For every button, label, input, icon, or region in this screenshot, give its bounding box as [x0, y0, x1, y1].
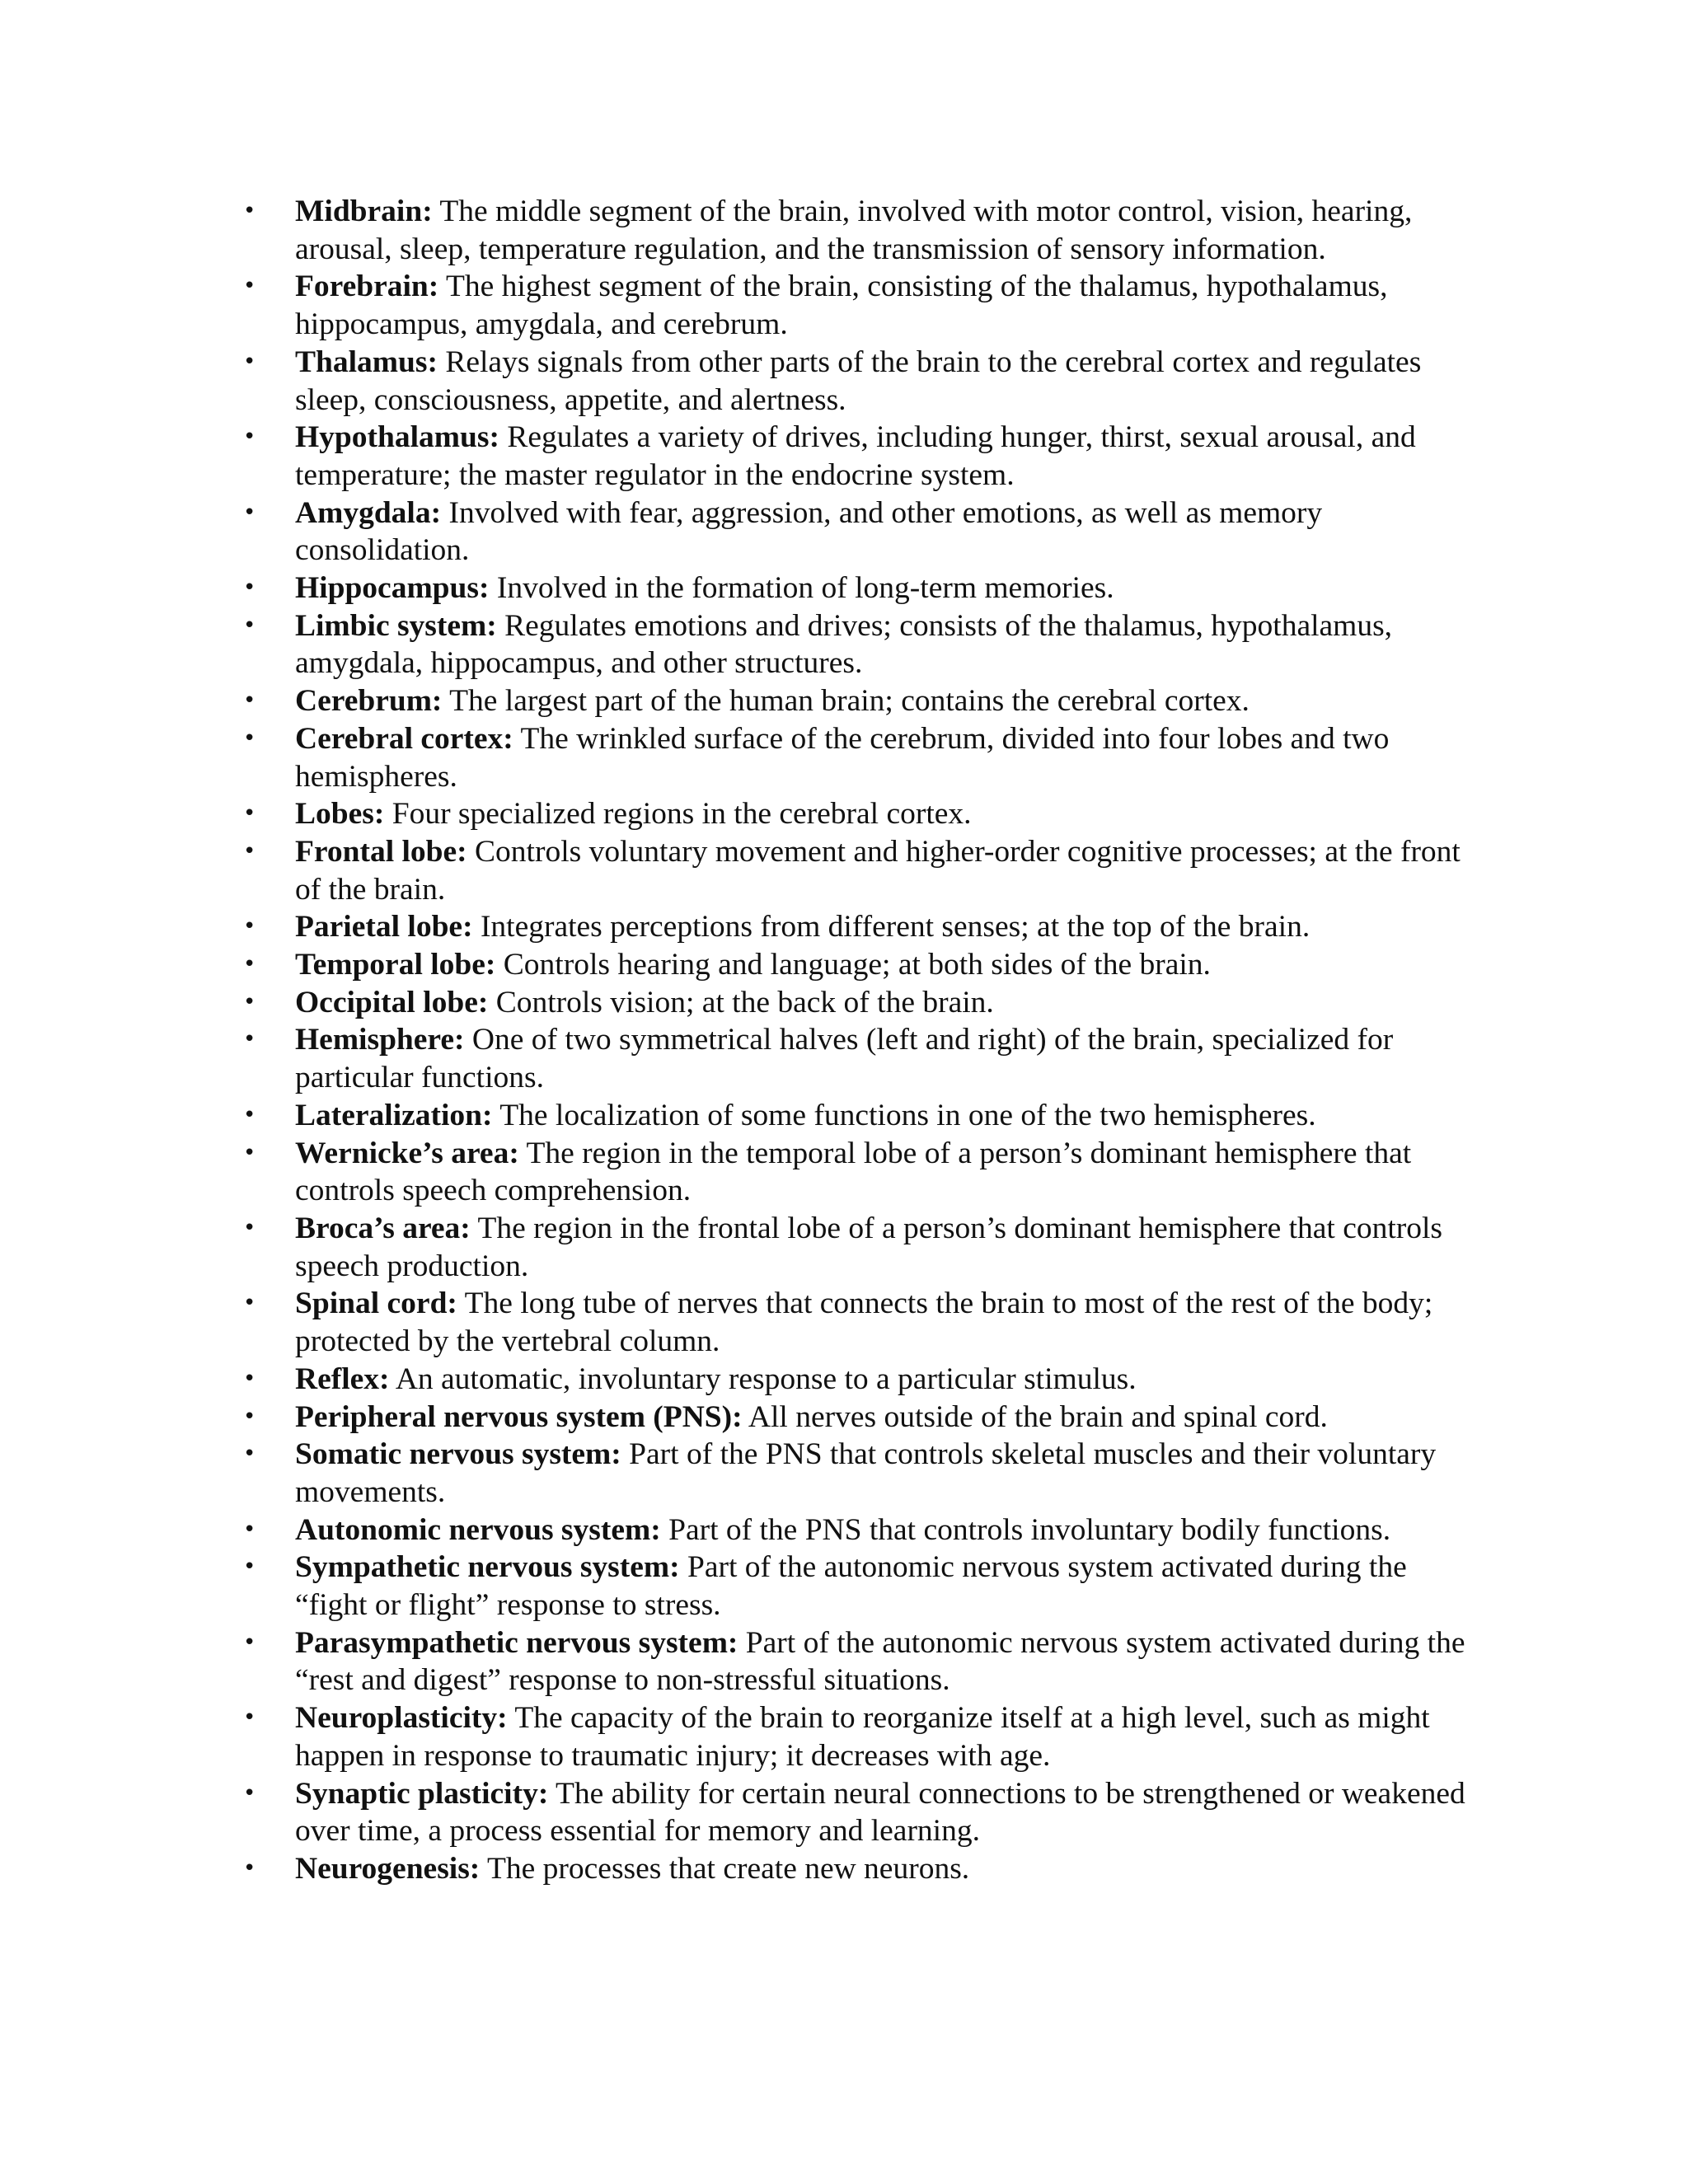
- bullet-icon: •: [243, 801, 256, 827]
- glossary-definition: Four specialized regions in the cerebral cortex.: [384, 797, 972, 832]
- glossary-definition: The region in the frontal lobe of a person’s dominant hemisphere that controls speech production.: [295, 1211, 1443, 1283]
- glossary-definition: The capacity of the brain to reorganize itself at a high level, such as might happen in response to traumatic injury; it decreases with age.: [295, 1701, 1430, 1773]
- glossary-definition: Controls hearing and language; at both sides of the brain.: [495, 948, 1211, 982]
- glossary-term: Reflex:: [295, 1361, 390, 1396]
- glossary-item: [243, 1436, 1479, 1511]
- glossary-definition: Regulates a variety of drives, including hunger, thirst, sexual arousal, and temperature; the master regulator in the endocrine system.: [295, 420, 1416, 492]
- glossary-definition: The middle segment of the brain, involved with motor control, vision, hearing, arousal, sleep, temperature regulation, and the transmission of sensory information.: [295, 194, 1413, 266]
- glossary-term: Autonomic nervous system:: [295, 1512, 661, 1547]
- bullet-icon: •: [243, 1366, 256, 1391]
- bullet-icon: •: [243, 1291, 256, 1316]
- glossary-term: Forebrain:: [295, 269, 439, 304]
- glossary-item: [243, 720, 1479, 795]
- bullet-icon: •: [243, 1855, 256, 1881]
- glossary-definition: Controls voluntary movement and higher-order cognitive processes; at the front of the brain.: [295, 834, 1461, 907]
- bullet-icon: •: [243, 1441, 256, 1467]
- glossary-item: [243, 1097, 1479, 1135]
- glossary-term: Somatic nervous system:: [295, 1437, 621, 1472]
- glossary-definition: Involved with fear, aggression, and other emotions, as well as memory consolidation.: [295, 495, 1323, 568]
- bullet-icon: •: [243, 1027, 256, 1052]
- glossary-item: [243, 946, 1479, 984]
- glossary-item: [243, 193, 1479, 268]
- glossary-term: Broca’s area:: [295, 1211, 471, 1245]
- glossary-term: Neuroplasticity:: [295, 1701, 508, 1736]
- glossary-term: Amygdala:: [295, 495, 442, 530]
- bullet-icon: •: [243, 725, 256, 751]
- glossary-definition: An automatic, involuntary response to a particular stimulus.: [389, 1361, 1137, 1396]
- glossary-list: [243, 193, 1479, 1888]
- bullet-icon: •: [243, 575, 256, 601]
- glossary-item: [243, 1699, 1479, 1774]
- glossary-item: [243, 494, 1479, 569]
- glossary-definition: Regulates emotions and drives; consists of the thalamus, hypothalamus, amygdala, hippocampus, and other structures.: [295, 608, 1393, 681]
- glossary-item: [243, 1135, 1479, 1210]
- glossary-item: [243, 833, 1479, 908]
- bullet-icon: •: [243, 424, 256, 450]
- document-page: [243, 193, 1479, 1888]
- bullet-icon: •: [243, 274, 256, 299]
- glossary-definition: Part of the autonomic nervous system activated during the “fight or flight” response to stress.: [295, 1550, 1407, 1623]
- bullet-icon: •: [243, 688, 256, 714]
- glossary-term: Spinal cord:: [295, 1286, 457, 1321]
- glossary-term: Wernicke’s area:: [295, 1136, 519, 1170]
- glossary-definition: The long tube of nerves that connects the brain to most of the rest of the body; protected by the vertebral column.: [295, 1286, 1433, 1359]
- bullet-icon: •: [243, 499, 256, 525]
- glossary-term: Midbrain:: [295, 194, 433, 228]
- glossary-definition: Controls vision; at the back of the brain.: [488, 985, 994, 1019]
- bullet-icon: •: [243, 349, 256, 374]
- glossary-term: Sympathetic nervous system:: [295, 1550, 680, 1585]
- bullet-icon: •: [243, 1780, 256, 1806]
- glossary-definition: The wrinkled surface of the cerebrum, divided into four lobes and two hemispheres.: [295, 721, 1390, 794]
- glossary-item: [243, 1361, 1479, 1399]
- glossary-term: Lobes:: [295, 797, 385, 832]
- glossary-definition: Part of the PNS that controls involuntary bodily functions.: [660, 1512, 1391, 1547]
- glossary-definition: Part of the autonomic nervous system activated during the “rest and digest” response to non-stressful situations.: [295, 1625, 1465, 1698]
- glossary-term: Limbic system:: [295, 608, 497, 643]
- glossary-item: [243, 1624, 1479, 1699]
- glossary-item: [243, 682, 1479, 720]
- glossary-item: [243, 569, 1479, 607]
- glossary-definition: Integrates perceptions from different senses; at the top of the brain.: [472, 910, 1311, 944]
- bullet-icon: •: [243, 952, 256, 977]
- glossary-definition: The ability for certain neural connections to be strengthened or weakened over time, a process essential for memory and learning.: [295, 1776, 1465, 1849]
- glossary-definition: The largest part of the human brain; contains the cerebral cortex.: [442, 684, 1250, 719]
- glossary-term: Thalamus:: [295, 344, 438, 379]
- glossary-definition: Involved in the formation of long-term memories.: [489, 571, 1114, 606]
- bullet-icon: •: [243, 612, 256, 638]
- glossary-term: Cerebrum:: [295, 684, 443, 719]
- glossary-item: [243, 908, 1479, 946]
- glossary-item: [243, 1775, 1479, 1850]
- glossary-definition: The processes that create new neurons.: [480, 1851, 970, 1886]
- glossary-term: Lateralization:: [295, 1098, 493, 1132]
- glossary-term: Temporal lobe:: [295, 948, 496, 982]
- glossary-definition: Part of the PNS that controls skeletal muscles and their voluntary movements.: [295, 1437, 1437, 1509]
- bullet-icon: •: [243, 1554, 256, 1580]
- glossary-item: [243, 1511, 1479, 1549]
- glossary-item: [243, 1285, 1479, 1360]
- glossary-definition: Relays signals from other parts of the brain to the cerebral cortex and regulates sleep, consciousness, appetite, and alertness.: [295, 344, 1422, 417]
- bullet-icon: •: [243, 1215, 256, 1240]
- glossary-term: Hypothalamus:: [295, 420, 499, 455]
- glossary-term: Peripheral nervous system (PNS):: [295, 1399, 743, 1434]
- bullet-icon: •: [243, 199, 256, 223]
- glossary-term: Frontal lobe:: [295, 834, 467, 869]
- bullet-icon: •: [243, 1102, 256, 1127]
- bullet-icon: •: [243, 1705, 256, 1731]
- glossary-item: [243, 1549, 1479, 1624]
- glossary-term: Neurogenesis:: [295, 1851, 481, 1886]
- glossary-item: [243, 1021, 1479, 1096]
- glossary-term: Cerebral cortex:: [295, 721, 513, 756]
- glossary-item: [243, 268, 1479, 343]
- glossary-term: Hemisphere:: [295, 1023, 465, 1057]
- glossary-item: [243, 607, 1479, 682]
- glossary-term: Synaptic plasticity:: [295, 1776, 549, 1811]
- glossary-definition: The highest segment of the brain, consisting of the thalamus, hypothalamus, hippocampus, amygdala, and cerebrum.: [295, 269, 1388, 342]
- bullet-icon: •: [243, 989, 256, 1015]
- glossary-item: [243, 419, 1479, 494]
- glossary-item: [243, 344, 1479, 419]
- glossary-term: Hippocampus:: [295, 571, 490, 606]
- glossary-item: [243, 984, 1479, 1022]
- bullet-icon: •: [243, 838, 256, 864]
- bullet-icon: •: [243, 914, 256, 940]
- glossary-term: Occipital lobe:: [295, 985, 489, 1019]
- glossary-definition: The region in the temporal lobe of a person’s dominant hemisphere that controls speech comprehension.: [295, 1136, 1412, 1208]
- bullet-icon: •: [243, 1516, 256, 1542]
- glossary-item: [243, 795, 1479, 833]
- glossary-term: Parasympathetic nervous system:: [295, 1625, 738, 1660]
- glossary-definition: The localization of some functions in one of the two hemispheres.: [492, 1098, 1316, 1132]
- bullet-icon: •: [243, 1404, 256, 1429]
- glossary-term: Parietal lobe:: [295, 910, 473, 944]
- glossary-item: [243, 1399, 1479, 1436]
- glossary-item: [243, 1210, 1479, 1285]
- glossary-definition: One of two symmetrical halves (left and right) of the brain, specialized for particular functions.: [295, 1023, 1394, 1095]
- bullet-icon: •: [243, 1140, 256, 1165]
- glossary-item: [243, 1850, 1479, 1888]
- glossary-definition: All nerves outside of the brain and spinal cord.: [742, 1399, 1328, 1434]
- bullet-icon: •: [243, 1629, 256, 1655]
